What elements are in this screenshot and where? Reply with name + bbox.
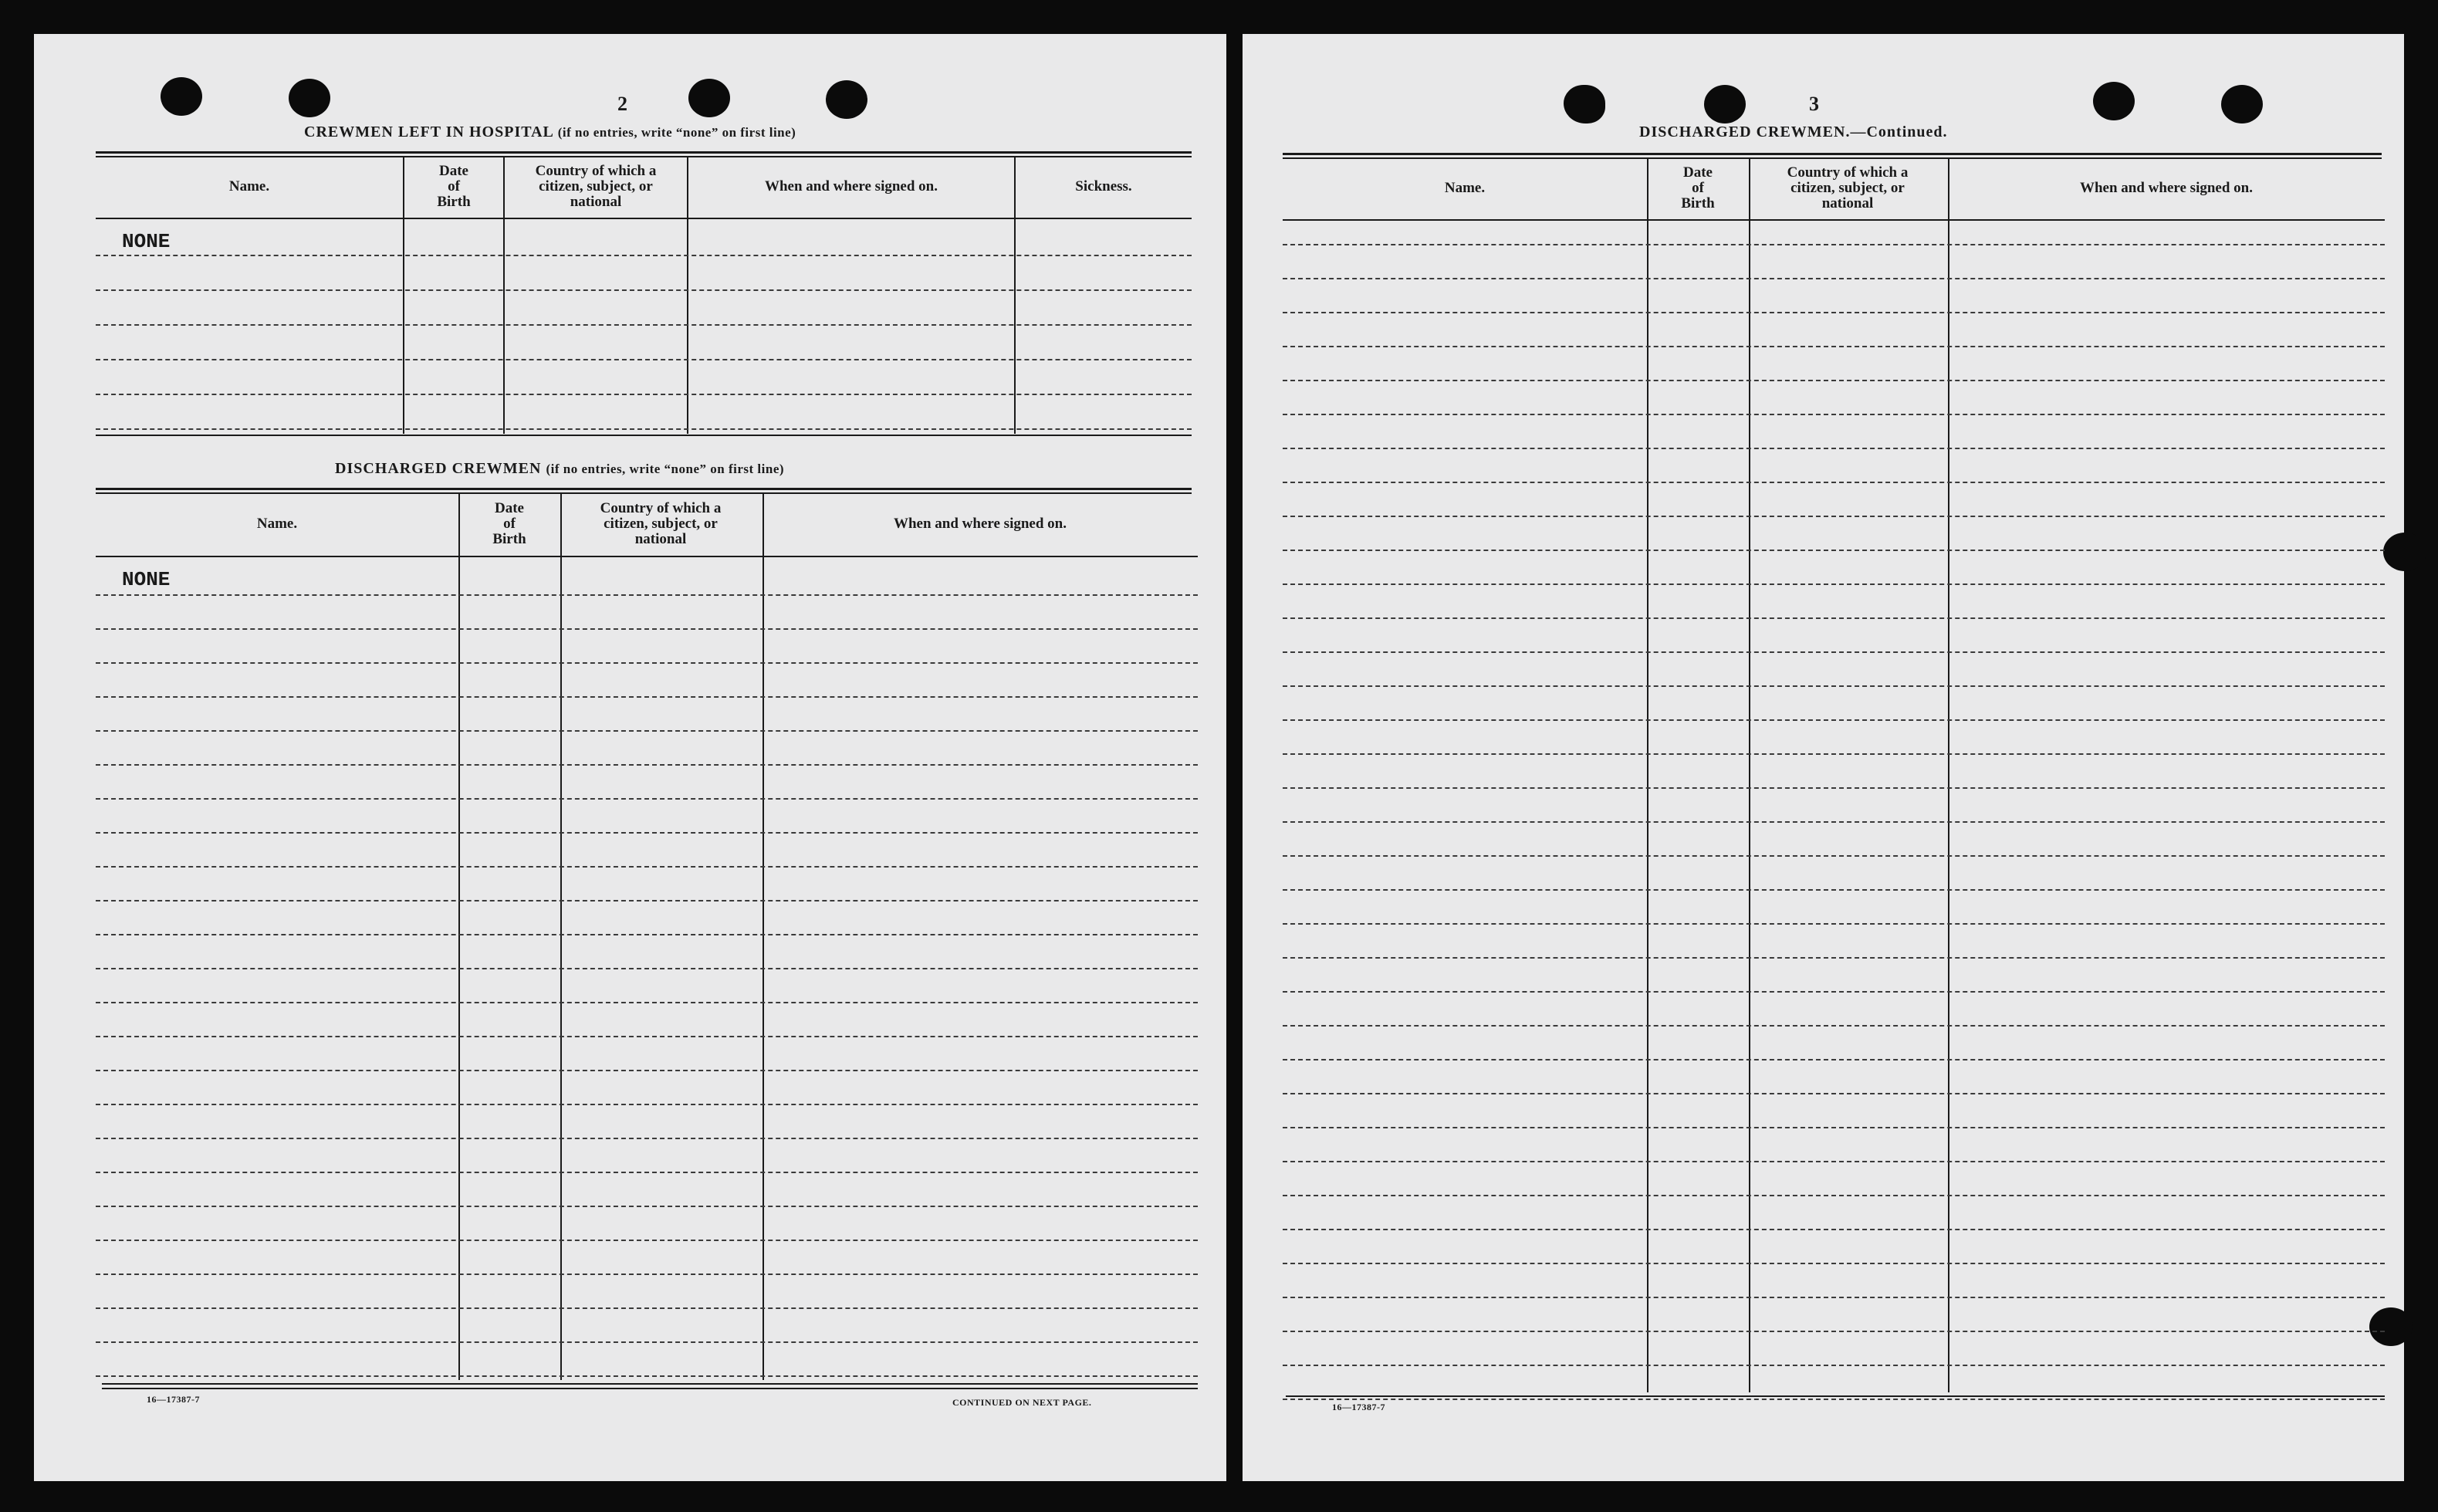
punch-hole xyxy=(289,79,330,117)
ruled-line xyxy=(96,1206,1198,1207)
ruled-line xyxy=(1283,889,2385,891)
ruled-line xyxy=(96,255,1192,256)
ruled-line xyxy=(96,1307,1198,1309)
ruled-line xyxy=(96,1274,1198,1275)
right-page xyxy=(1243,34,2404,1481)
column-header-date-of-birth: Date of Birth xyxy=(1681,164,1715,211)
ruled-line xyxy=(1283,617,2385,619)
page-number: 2 xyxy=(617,93,627,115)
hospital-title-text: CREWMEN LEFT IN HOSPITAL xyxy=(304,123,553,140)
continued-rows xyxy=(1283,157,2385,1392)
ruled-line xyxy=(1283,787,2385,789)
ruled-line xyxy=(1283,1399,2385,1400)
ruled-line xyxy=(1283,1195,2385,1196)
ruled-line xyxy=(1283,1059,2385,1060)
ruled-line xyxy=(96,1375,1198,1377)
ruled-line xyxy=(1283,380,2385,381)
column-header-name: Name. xyxy=(1444,180,1486,196)
ruled-line xyxy=(96,1104,1198,1105)
ruled-line xyxy=(96,594,1198,596)
ruled-line xyxy=(96,730,1198,732)
column-header-signed-on: When and where signed on. xyxy=(764,178,938,194)
ruled-line xyxy=(1283,719,2385,721)
discharged-first-entry: NONE xyxy=(122,568,171,591)
ruled-line xyxy=(96,394,1192,395)
ruled-line xyxy=(96,1138,1198,1139)
discharged-title-text: DISCHARGED CREWMEN xyxy=(335,460,542,477)
ruled-line xyxy=(96,359,1192,360)
page-number: 3 xyxy=(1809,93,1819,115)
ruled-line xyxy=(96,1002,1198,1003)
ruled-line xyxy=(96,628,1198,630)
column-header-name: Name. xyxy=(228,178,270,194)
discharged-rows xyxy=(96,492,1198,1380)
ruled-line xyxy=(96,866,1198,868)
hospital-section-title xyxy=(304,123,796,141)
punch-hole xyxy=(2383,533,2426,571)
ruled-line xyxy=(96,832,1198,834)
continued-note: CONTINUED ON NEXT PAGE. xyxy=(952,1397,1092,1408)
ruled-line xyxy=(1283,244,2385,245)
ruled-line xyxy=(1283,753,2385,755)
punch-hole xyxy=(161,77,202,116)
ruled-line xyxy=(1283,583,2385,585)
ruled-line xyxy=(1283,1365,2385,1366)
bottom-rule xyxy=(1286,1395,2385,1397)
ruled-line xyxy=(96,662,1198,664)
column-header-date-of-birth: Date of Birth xyxy=(437,163,471,210)
ruled-line xyxy=(1283,1263,2385,1264)
left-page xyxy=(34,34,1226,1481)
ruled-line xyxy=(1283,1229,2385,1230)
ruled-line xyxy=(1283,414,2385,415)
hospital-first-entry: NONE xyxy=(122,230,171,253)
hospital-table xyxy=(96,156,1192,434)
ruled-line xyxy=(1283,957,2385,959)
ruled-line xyxy=(1283,1161,2385,1162)
column-header-country: Country of which a citizen, subject, or national xyxy=(535,163,657,210)
discharged-section-title xyxy=(335,460,784,478)
ruled-line xyxy=(1283,278,2385,279)
ruled-line xyxy=(96,798,1198,800)
ruled-line xyxy=(96,1036,1198,1037)
ruled-line xyxy=(1283,550,2385,551)
punch-hole xyxy=(1704,85,1746,123)
hospital-bottom-rule xyxy=(96,435,1192,436)
ruled-line xyxy=(1283,516,2385,517)
ruled-line xyxy=(96,289,1192,291)
ruled-line xyxy=(96,1172,1198,1173)
discharged-instruction: (if no entries, write “none” on first line) xyxy=(546,462,785,476)
ruled-line xyxy=(96,1070,1198,1071)
ruled-line xyxy=(1283,1127,2385,1128)
punch-hole xyxy=(688,79,730,117)
ruled-line xyxy=(1283,1093,2385,1094)
ruled-line xyxy=(96,1240,1198,1241)
ruled-line xyxy=(96,428,1192,430)
discharged-bottom-rule xyxy=(102,1383,1198,1385)
ruled-line xyxy=(96,764,1198,766)
ruled-line xyxy=(96,968,1198,969)
ruled-line xyxy=(1283,1297,2385,1298)
column-header-signed-on: When and where signed on. xyxy=(2079,180,2253,196)
ruled-line xyxy=(96,934,1198,935)
column-header-date-of-birth: Date of Birth xyxy=(492,500,526,547)
ruled-line xyxy=(1283,991,2385,993)
discharged-table xyxy=(96,492,1198,1380)
ruled-line xyxy=(96,696,1198,698)
form-number: 16—17387-7 xyxy=(147,1394,200,1405)
column-header-country: Country of which a citizen, subject, or national xyxy=(600,500,722,547)
punch-hole xyxy=(2093,82,2135,120)
ruled-line xyxy=(1283,821,2385,823)
column-header-signed-on: When and where signed on. xyxy=(893,516,1067,532)
ruled-line xyxy=(96,900,1198,901)
section-title: DISCHARGED CREWMEN.—Continued. xyxy=(1639,123,1948,140)
ruled-line xyxy=(1283,651,2385,653)
ruled-line xyxy=(1283,923,2385,925)
ruled-line xyxy=(1283,482,2385,483)
ruled-line xyxy=(96,324,1192,326)
ruled-line xyxy=(1283,448,2385,449)
punch-hole xyxy=(826,80,867,119)
column-header-sickness: Sickness. xyxy=(1075,178,1132,194)
ruled-line xyxy=(1283,346,2385,347)
ruled-line xyxy=(1283,1331,2385,1332)
column-header-name: Name. xyxy=(256,516,298,532)
punch-hole xyxy=(1564,85,1605,123)
discharged-continued-table xyxy=(1283,157,2385,1392)
ruled-line xyxy=(1283,685,2385,687)
punch-hole xyxy=(2221,85,2263,123)
ruled-line xyxy=(1283,855,2385,857)
ruled-line xyxy=(96,1341,1198,1343)
form-number: 16—17387-7 xyxy=(1332,1402,1385,1412)
ruled-line xyxy=(1283,312,2385,313)
hospital-rows xyxy=(96,156,1192,434)
column-header-country: Country of which a citizen, subject, or national xyxy=(1787,164,1909,211)
discharged-bottom-rule-2 xyxy=(102,1388,1198,1389)
hospital-instruction: (if no entries, write “none” on first line) xyxy=(557,125,796,140)
ruled-line xyxy=(1283,1025,2385,1027)
